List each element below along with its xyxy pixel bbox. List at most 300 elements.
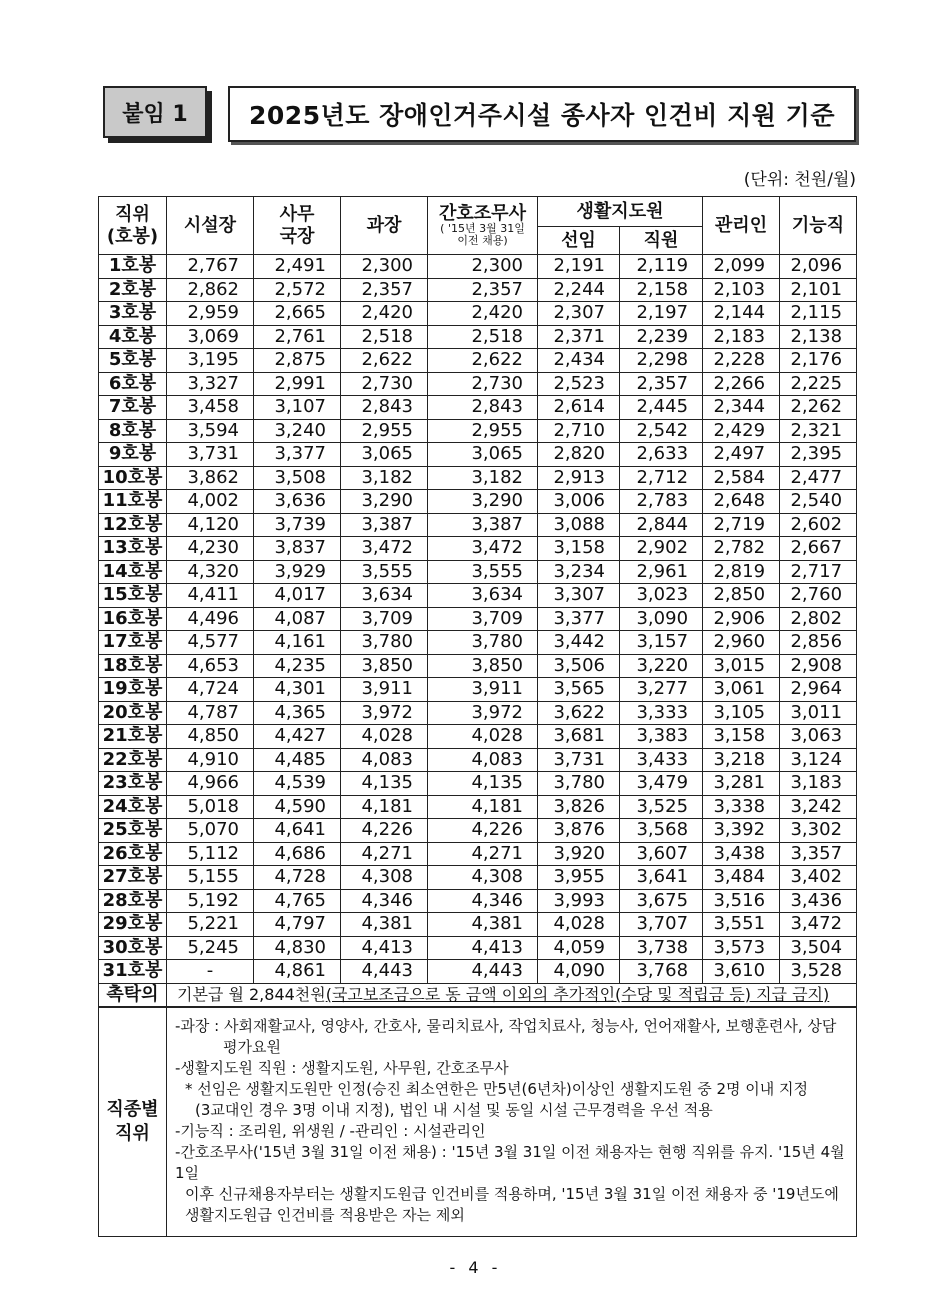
- table-row: [99, 325, 857, 349]
- value-cell: 3,634: [428, 584, 538, 608]
- header-manager: 관리인: [703, 197, 780, 255]
- page-title: 2025년도 장애인거주시설 종사자 인건비 지원 기준: [228, 86, 856, 142]
- value-cell: 2,856: [780, 631, 857, 655]
- value-cell: 2,760: [780, 584, 857, 608]
- job-types-table: [98, 1007, 857, 1237]
- grade-cell: 25호봉: [99, 819, 167, 843]
- value-cell: 2,518: [428, 325, 538, 349]
- header-nurse-aide-label: 간호조무사: [439, 202, 526, 224]
- value-cell: 3,327: [167, 372, 254, 396]
- table-row: [99, 889, 857, 913]
- value-cell: 3,302: [780, 819, 857, 843]
- value-cell: 3,436: [780, 889, 857, 913]
- value-cell: 3,876: [538, 819, 620, 843]
- value-cell: 4,320: [167, 560, 254, 584]
- value-cell: 3,731: [538, 748, 620, 772]
- grade-cell: 8호봉: [99, 419, 167, 443]
- value-cell: 2,395: [780, 443, 857, 467]
- value-cell: 3,594: [167, 419, 254, 443]
- value-cell: 3,610: [703, 960, 780, 984]
- value-cell: 3,568: [620, 819, 703, 843]
- value-cell: 3,242: [780, 795, 857, 819]
- value-cell: 4,028: [428, 725, 538, 749]
- value-cell: 2,158: [620, 278, 703, 302]
- grade-cell: 26호봉: [99, 842, 167, 866]
- value-cell: 2,420: [341, 302, 428, 326]
- value-cell: 2,477: [780, 466, 857, 490]
- value-cell: 4,271: [341, 842, 428, 866]
- header-section-chief: 과장: [341, 197, 428, 255]
- value-cell: 2,843: [428, 396, 538, 420]
- value-cell: 3,442: [538, 631, 620, 655]
- value-cell: 3,377: [538, 607, 620, 631]
- value-cell: 3,472: [341, 537, 428, 561]
- value-cell: 2,191: [538, 255, 620, 279]
- grade-cell: 24호봉: [99, 795, 167, 819]
- value-cell: 2,518: [341, 325, 428, 349]
- value-cell: 4,653: [167, 654, 254, 678]
- value-cell: 2,225: [780, 372, 857, 396]
- value-cell: 3,433: [620, 748, 703, 772]
- value-cell: 2,667: [780, 537, 857, 561]
- value-cell: 3,377: [254, 443, 341, 467]
- grade-cell: 27호봉: [99, 866, 167, 890]
- job-types-body: [167, 1008, 857, 1237]
- header-grade: 직위 (호봉): [99, 197, 167, 255]
- value-cell: 3,508: [254, 466, 341, 490]
- value-cell: 2,712: [620, 466, 703, 490]
- value-cell: 4,120: [167, 513, 254, 537]
- value-cell: 2,262: [780, 396, 857, 420]
- value-cell: 4,002: [167, 490, 254, 514]
- value-cell: 3,681: [538, 725, 620, 749]
- value-cell: 4,028: [341, 725, 428, 749]
- value-cell: 2,906: [703, 607, 780, 631]
- header-senior: 선임: [538, 227, 620, 255]
- unit-label: (단위: 천원/월): [743, 170, 856, 190]
- value-cell: 2,445: [620, 396, 703, 420]
- value-cell: 3,634: [341, 584, 428, 608]
- job-types-label: 직종별 직위: [99, 1008, 167, 1237]
- grade-cell: 20호봉: [99, 701, 167, 725]
- value-cell: 2,434: [538, 349, 620, 373]
- value-cell: 2,144: [703, 302, 780, 326]
- value-cell: 3,387: [341, 513, 428, 537]
- table-row: [99, 278, 857, 302]
- grade-cell: 31호봉: [99, 960, 167, 984]
- job-line-3: -생활지도원 직원 : 생활지도원, 사무원, 간호조무사: [175, 1059, 509, 1077]
- grade-cell: 1호봉: [99, 255, 167, 279]
- value-cell: 4,641: [254, 819, 341, 843]
- value-cell: 2,959: [167, 302, 254, 326]
- value-cell: 2,357: [428, 278, 538, 302]
- table-row: [99, 372, 857, 396]
- grade-cell: 10호봉: [99, 466, 167, 490]
- value-cell: 3,911: [428, 678, 538, 702]
- value-cell: 2,542: [620, 419, 703, 443]
- grade-cell: 7호봉: [99, 396, 167, 420]
- value-cell: 4,308: [341, 866, 428, 890]
- value-cell: 2,099: [703, 255, 780, 279]
- table-row: [99, 584, 857, 608]
- value-cell: 3,357: [780, 842, 857, 866]
- value-cell: 3,157: [620, 631, 703, 655]
- value-cell: 3,234: [538, 560, 620, 584]
- value-cell: 4,411: [167, 584, 254, 608]
- value-cell: 3,006: [538, 490, 620, 514]
- contract-doctor-label: 촉탁의: [99, 983, 167, 1007]
- value-cell: 3,392: [703, 819, 780, 843]
- value-cell: 2,103: [703, 278, 780, 302]
- value-cell: 4,271: [428, 842, 538, 866]
- value-cell: 3,107: [254, 396, 341, 420]
- grade-cell: 12호봉: [99, 513, 167, 537]
- table-row: [99, 513, 857, 537]
- value-cell: 2,850: [703, 584, 780, 608]
- value-cell: 3,850: [341, 654, 428, 678]
- value-cell: 4,087: [254, 607, 341, 631]
- job-line-7: -간호조무사('15년 3월 31일 이전 채용) : '15년 3월 31일 이전 채용자는 현행 직위를 유지. '15년 4월 1일: [175, 1143, 845, 1182]
- value-cell: 3,061: [703, 678, 780, 702]
- value-cell: 5,070: [167, 819, 254, 843]
- value-cell: 4,413: [341, 936, 428, 960]
- value-cell: 2,321: [780, 419, 857, 443]
- value-cell: 4,413: [428, 936, 538, 960]
- value-cell: 4,161: [254, 631, 341, 655]
- value-cell: 3,182: [341, 466, 428, 490]
- table-row: [99, 819, 857, 843]
- value-cell: 4,443: [428, 960, 538, 984]
- value-cell: 4,850: [167, 725, 254, 749]
- attachment-label: 붙임 1: [103, 86, 207, 138]
- table-row: [99, 302, 857, 326]
- value-cell: 3,780: [428, 631, 538, 655]
- value-cell: 3,158: [703, 725, 780, 749]
- value-cell: 3,307: [538, 584, 620, 608]
- value-cell: 3,479: [620, 772, 703, 796]
- value-cell: 2,307: [538, 302, 620, 326]
- value-cell: 2,908: [780, 654, 857, 678]
- value-cell: 2,783: [620, 490, 703, 514]
- value-cell: 2,357: [341, 278, 428, 302]
- value-cell: 3,862: [167, 466, 254, 490]
- value-cell: 2,344: [703, 396, 780, 420]
- table-row: [99, 795, 857, 819]
- value-cell: 4,083: [341, 748, 428, 772]
- value-cell: 4,181: [428, 795, 538, 819]
- value-cell: 3,504: [780, 936, 857, 960]
- value-cell: 3,011: [780, 701, 857, 725]
- value-cell: 2,429: [703, 419, 780, 443]
- salary-table: [98, 196, 857, 1007]
- value-cell: 2,730: [341, 372, 428, 396]
- table-row: [99, 913, 857, 937]
- value-cell: 3,555: [341, 560, 428, 584]
- value-cell: 3,182: [428, 466, 538, 490]
- value-cell: 2,491: [254, 255, 341, 279]
- value-cell: 3,826: [538, 795, 620, 819]
- grade-cell: 18호봉: [99, 654, 167, 678]
- value-cell: 3,780: [538, 772, 620, 796]
- value-cell: 3,738: [620, 936, 703, 960]
- value-cell: 3,920: [538, 842, 620, 866]
- value-cell: 3,731: [167, 443, 254, 467]
- value-cell: 4,381: [428, 913, 538, 937]
- value-cell: 2,719: [703, 513, 780, 537]
- value-cell: 5,245: [167, 936, 254, 960]
- value-cell: 2,300: [428, 255, 538, 279]
- value-cell: 3,277: [620, 678, 703, 702]
- value-cell: 2,665: [254, 302, 341, 326]
- value-cell: 3,088: [538, 513, 620, 537]
- table-row: [99, 255, 857, 279]
- value-cell: 4,017: [254, 584, 341, 608]
- value-cell: 5,112: [167, 842, 254, 866]
- value-cell: 4,346: [341, 889, 428, 913]
- grade-cell: 30호봉: [99, 936, 167, 960]
- contract-doctor-base: 기본급 월 2,844천원: [177, 984, 326, 1004]
- value-cell: 5,192: [167, 889, 254, 913]
- grade-cell: 9호봉: [99, 443, 167, 467]
- value-cell: 3,709: [428, 607, 538, 631]
- value-cell: 3,675: [620, 889, 703, 913]
- value-cell: 3,972: [341, 701, 428, 725]
- value-cell: 4,181: [341, 795, 428, 819]
- table-row: [99, 748, 857, 772]
- value-cell: 4,797: [254, 913, 341, 937]
- table-row: [99, 772, 857, 796]
- value-cell: 4,090: [538, 960, 620, 984]
- value-cell: 2,960: [703, 631, 780, 655]
- value-cell: 2,875: [254, 349, 341, 373]
- grade-cell: 4호봉: [99, 325, 167, 349]
- value-cell: 4,235: [254, 654, 341, 678]
- value-cell: 3,090: [620, 607, 703, 631]
- value-cell: 3,195: [167, 349, 254, 373]
- value-cell: 2,820: [538, 443, 620, 467]
- header-staff: 직원: [620, 227, 703, 255]
- value-cell: 4,427: [254, 725, 341, 749]
- value-cell: 2,101: [780, 278, 857, 302]
- value-cell: 4,083: [428, 748, 538, 772]
- value-cell: 2,602: [780, 513, 857, 537]
- header-life-guide: 생활지도원: [538, 197, 703, 227]
- value-cell: 3,438: [703, 842, 780, 866]
- value-cell: 2,964: [780, 678, 857, 702]
- value-cell: 4,765: [254, 889, 341, 913]
- value-cell: 3,105: [703, 701, 780, 725]
- value-cell: 3,383: [620, 725, 703, 749]
- grade-cell: 2호봉: [99, 278, 167, 302]
- value-cell: 4,443: [341, 960, 428, 984]
- value-cell: 2,497: [703, 443, 780, 467]
- grade-cell: 29호봉: [99, 913, 167, 937]
- value-cell: 2,572: [254, 278, 341, 302]
- value-cell: 2,420: [428, 302, 538, 326]
- value-cell: 2,767: [167, 255, 254, 279]
- job-line-6: -기능직 : 조리원, 위생원 / -관리인 : 시설관리인: [175, 1122, 486, 1140]
- table-row: [99, 936, 857, 960]
- value-cell: 3,525: [620, 795, 703, 819]
- value-cell: 3,387: [428, 513, 538, 537]
- table-row: [99, 631, 857, 655]
- grade-cell: 5호봉: [99, 349, 167, 373]
- job-line-4: * 선임은 생활지도원만 인정(승진 최소연한은 만5년(6년차)이상인 생활지도원 중 2명 이내 지정: [185, 1080, 809, 1098]
- value-cell: 4,135: [428, 772, 538, 796]
- value-cell: 3,063: [780, 725, 857, 749]
- grade-cell: 22호봉: [99, 748, 167, 772]
- table-row: [99, 678, 857, 702]
- value-cell: 2,802: [780, 607, 857, 631]
- grade-cell: 13호봉: [99, 537, 167, 561]
- value-cell: 4,724: [167, 678, 254, 702]
- value-cell: 5,018: [167, 795, 254, 819]
- value-cell: 4,539: [254, 772, 341, 796]
- value-cell: 4,346: [428, 889, 538, 913]
- grade-cell: 11호봉: [99, 490, 167, 514]
- grade-cell: 28호봉: [99, 889, 167, 913]
- value-cell: 3,333: [620, 701, 703, 725]
- table-row: [99, 537, 857, 561]
- value-cell: 2,633: [620, 443, 703, 467]
- value-cell: 2,523: [538, 372, 620, 396]
- header-nurse-aide: [428, 197, 538, 255]
- value-cell: 2,955: [428, 419, 538, 443]
- table-row: [99, 866, 857, 890]
- grade-cell: 23호봉: [99, 772, 167, 796]
- value-cell: 3,472: [780, 913, 857, 937]
- value-cell: 3,065: [428, 443, 538, 467]
- value-cell: 2,730: [428, 372, 538, 396]
- grade-cell: 17호봉: [99, 631, 167, 655]
- value-cell: 2,710: [538, 419, 620, 443]
- value-cell: 2,961: [620, 560, 703, 584]
- value-cell: 2,862: [167, 278, 254, 302]
- value-cell: 3,528: [780, 960, 857, 984]
- value-cell: 2,614: [538, 396, 620, 420]
- value-cell: 4,686: [254, 842, 341, 866]
- value-cell: 3,023: [620, 584, 703, 608]
- value-cell: 4,230: [167, 537, 254, 561]
- grade-cell: 6호봉: [99, 372, 167, 396]
- value-cell: 2,115: [780, 302, 857, 326]
- value-cell: 4,301: [254, 678, 341, 702]
- value-cell: 3,338: [703, 795, 780, 819]
- value-cell: 4,728: [254, 866, 341, 890]
- value-cell: 3,484: [703, 866, 780, 890]
- header-technician: 기능직: [780, 197, 857, 255]
- value-cell: 2,913: [538, 466, 620, 490]
- value-cell: 4,135: [341, 772, 428, 796]
- value-cell: 2,138: [780, 325, 857, 349]
- value-cell: 2,902: [620, 537, 703, 561]
- value-cell: 3,555: [428, 560, 538, 584]
- value-cell: 2,761: [254, 325, 341, 349]
- table-row: [99, 560, 857, 584]
- value-cell: 3,955: [538, 866, 620, 890]
- value-cell: 2,622: [341, 349, 428, 373]
- contract-doctor-restriction: (국고보조금으로 동 금액 이외의 추가적인(수당 및 적립금 등) 지급 금지): [325, 984, 830, 1004]
- value-cell: 3,472: [428, 537, 538, 561]
- value-cell: 2,844: [620, 513, 703, 537]
- value-cell: 2,357: [620, 372, 703, 396]
- value-cell: 3,458: [167, 396, 254, 420]
- value-cell: 3,565: [538, 678, 620, 702]
- value-cell: 3,850: [428, 654, 538, 678]
- value-cell: 3,707: [620, 913, 703, 937]
- table-row: [99, 960, 857, 984]
- table-row: [99, 725, 857, 749]
- job-line-9: 생활지도원급 인건비를 적용받은 자는 제외: [185, 1206, 465, 1224]
- value-cell: 3,622: [538, 701, 620, 725]
- value-cell: 3,516: [703, 889, 780, 913]
- job-line-5: (3교대인 경우 3명 이내 지정), 법인 내 시설 및 동일 시설 근무경력을 우선 적용: [195, 1101, 713, 1119]
- value-cell: 2,266: [703, 372, 780, 396]
- grade-cell: 16호봉: [99, 607, 167, 631]
- value-cell: 2,244: [538, 278, 620, 302]
- grade-cell: 3호봉: [99, 302, 167, 326]
- value-cell: 4,910: [167, 748, 254, 772]
- value-cell: 3,290: [341, 490, 428, 514]
- value-cell: 3,929: [254, 560, 341, 584]
- value-cell: 3,069: [167, 325, 254, 349]
- value-cell: 2,096: [780, 255, 857, 279]
- value-cell: 3,281: [703, 772, 780, 796]
- table-row: [99, 842, 857, 866]
- value-cell: 4,381: [341, 913, 428, 937]
- value-cell: 3,015: [703, 654, 780, 678]
- value-cell: 2,584: [703, 466, 780, 490]
- value-cell: 3,607: [620, 842, 703, 866]
- value-cell: 3,183: [780, 772, 857, 796]
- value-cell: 2,239: [620, 325, 703, 349]
- value-cell: 4,577: [167, 631, 254, 655]
- value-cell: 2,176: [780, 349, 857, 373]
- value-cell: 3,739: [254, 513, 341, 537]
- grade-cell: 21호봉: [99, 725, 167, 749]
- value-cell: 3,551: [703, 913, 780, 937]
- value-cell: 2,648: [703, 490, 780, 514]
- value-cell: 2,183: [703, 325, 780, 349]
- value-cell: 2,197: [620, 302, 703, 326]
- value-cell: 2,819: [703, 560, 780, 584]
- table-row: [99, 443, 857, 467]
- contract-doctor-text: [167, 983, 857, 1007]
- grade-cell: 15호봉: [99, 584, 167, 608]
- value-cell: 4,590: [254, 795, 341, 819]
- value-cell: 3,218: [703, 748, 780, 772]
- value-cell: 3,402: [780, 866, 857, 890]
- value-cell: 4,028: [538, 913, 620, 937]
- value-cell: 4,861: [254, 960, 341, 984]
- table-row: [99, 396, 857, 420]
- table-row: [99, 654, 857, 678]
- value-cell: 3,641: [620, 866, 703, 890]
- value-cell: 4,308: [428, 866, 538, 890]
- value-cell: 3,768: [620, 960, 703, 984]
- value-cell: 4,226: [428, 819, 538, 843]
- table-row: [99, 490, 857, 514]
- value-cell: 4,226: [341, 819, 428, 843]
- value-cell: 2,300: [341, 255, 428, 279]
- value-cell: 3,220: [620, 654, 703, 678]
- value-cell: 4,496: [167, 607, 254, 631]
- value-cell: 4,830: [254, 936, 341, 960]
- value-cell: -: [167, 960, 254, 984]
- value-cell: 2,298: [620, 349, 703, 373]
- value-cell: 2,991: [254, 372, 341, 396]
- job-line-8: 이후 신규채용자부터는 생활지도원급 인건비를 적용하며, '15년 3월 31일 이전 채용자 중 '19년도에: [185, 1185, 839, 1203]
